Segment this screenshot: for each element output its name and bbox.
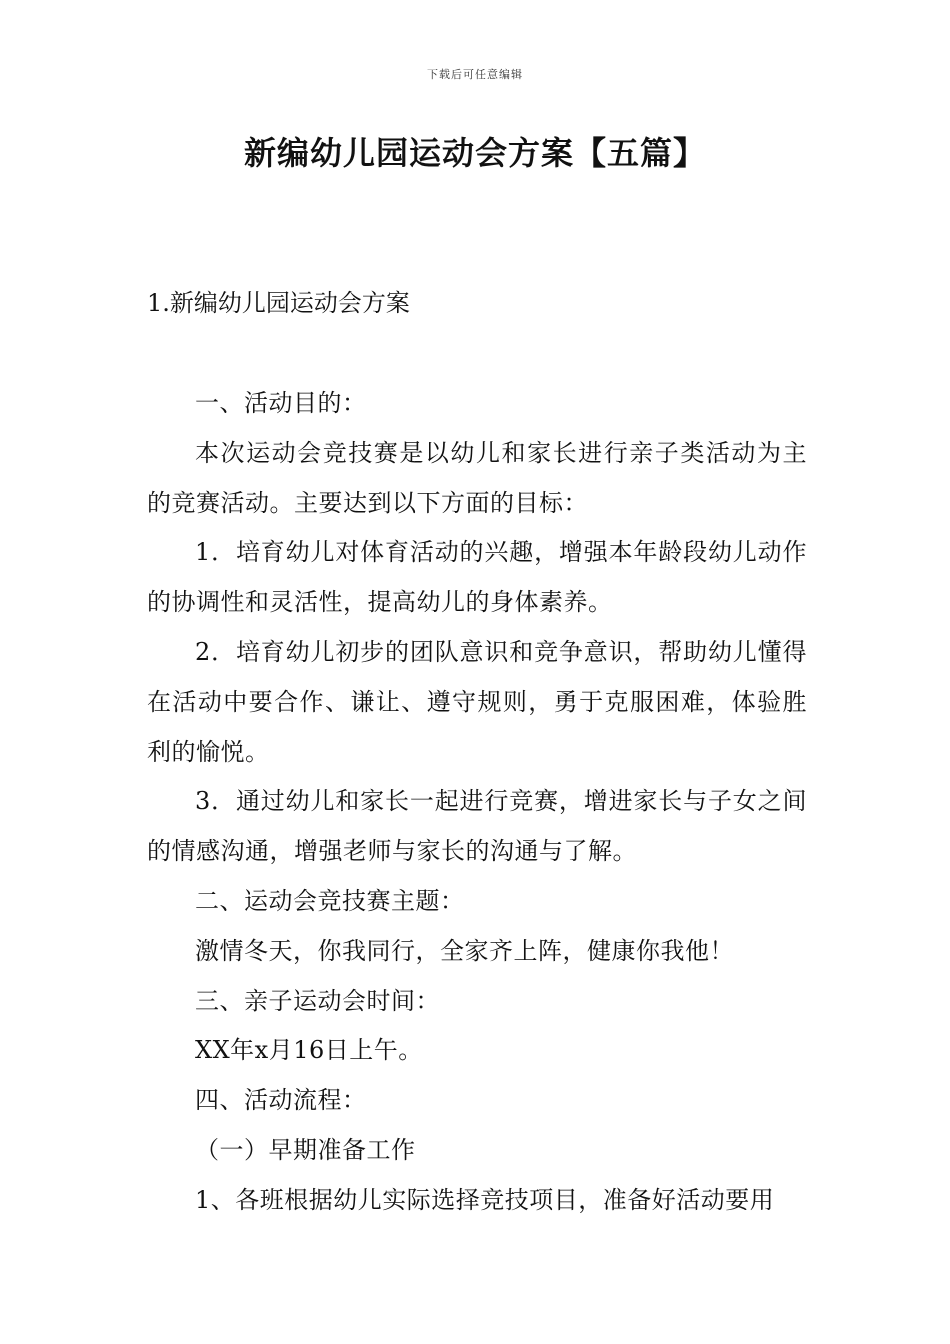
paragraph: 3．通过幼儿和家长一起进行竞赛，增进家长与子女之间的情感沟通，增强老师与家长的沟通与了解。 bbox=[147, 787, 807, 866]
document-body bbox=[147, 379, 807, 1226]
paragraph: 一、活动目的： bbox=[195, 389, 367, 417]
paragraph: 四、活动流程： bbox=[195, 1086, 367, 1115]
header-note: 下载后可任意编辑 bbox=[427, 68, 523, 81]
paragraph: 1、各班根据幼儿实际选择竞技项目，准备好活动要用 bbox=[195, 1185, 775, 1214]
paragraph: 本次运动会竞技赛是以幼儿和家长进行亲子类活动为主的竞赛活动。主要达到以下方面的目标： bbox=[147, 438, 807, 517]
paragraph: 1．培育幼儿对体育活动的兴趣，增强本年龄段幼儿动作的协调性和灵活性，提高幼儿的身体素养。 bbox=[147, 538, 807, 617]
paragraph: 激情冬天，你我同行，全家齐上阵，健康你我他！ bbox=[195, 936, 734, 965]
paragraph: 2．培育幼儿初步的团队意识和竞争意识，帮助幼儿懂得在活动中要合作、谦让、遵守规则，勇于克服困难，体验胜利的愉悦。 bbox=[147, 637, 807, 766]
document-title: 新编幼儿园运动会方案【五篇】 bbox=[243, 134, 706, 172]
paragraph: 三、亲子运动会时间： bbox=[195, 986, 440, 1015]
paragraph: （一）早期准备工作 bbox=[195, 1135, 416, 1164]
paragraph: 二、运动会竞技赛主题： bbox=[195, 886, 465, 915]
paragraph: XX年x月16日上午。 bbox=[195, 1036, 423, 1065]
section-title: 1.新编幼儿园运动会方案 bbox=[147, 289, 410, 317]
